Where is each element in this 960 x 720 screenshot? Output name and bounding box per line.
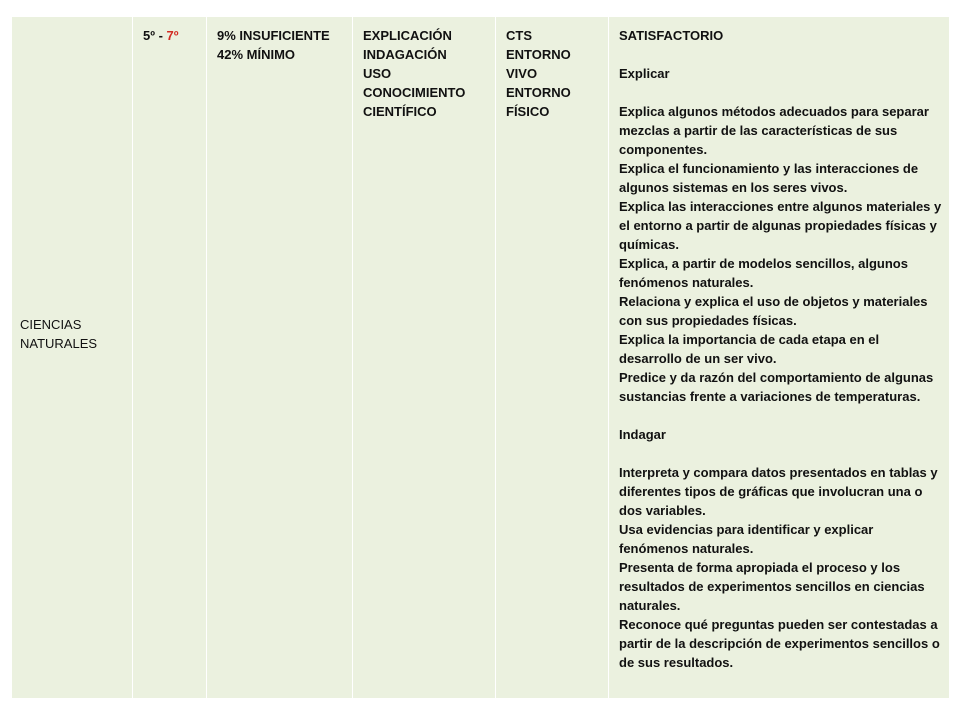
inquire-item: Usa evidencias para identificar y explicar fenómenos naturales. (619, 522, 874, 556)
grade-end: 7º (166, 28, 179, 43)
performance-level: SATISFACTORIO (619, 28, 724, 43)
grades-cell (132, 17, 206, 698)
inquire-item: Interpreta y compara datos presentados en tablas y diferentes tipos de gráficas que involucran una o dos variables. (619, 465, 938, 518)
explain-item: Predice y da razón del comportamiento de algunas sustancias frente a variaciones de temperaturas. (619, 370, 934, 404)
descriptors-cell (608, 17, 949, 698)
inquire-heading: Indagar (619, 427, 666, 442)
explain-item: Explica, a partir de modelos sencillos, algunos fenómenos naturales. (619, 256, 908, 290)
competency-line: CONOCIMIENTO CIENTÍFICO (363, 85, 466, 119)
subject-line: CIENCIAS (20, 317, 82, 332)
subject-cell (12, 17, 132, 698)
explain-item: Explica el funcionamiento y las interacciones de algunos sistemas en los seres vivos. (619, 161, 919, 195)
component-line: ENTORNO VIVO (506, 47, 571, 81)
results-table-row (12, 17, 949, 698)
explain-item: Explica la importancia de cada etapa en el desarrollo de un ser vivo. (619, 332, 880, 366)
level-line: 42% MÍNIMO (217, 47, 296, 62)
inquire-item: Presenta de forma apropiada el proceso y los resultados de experimentos sencillos en ciencias naturales. (619, 560, 925, 613)
competencies-cell (352, 17, 495, 698)
component-line: CTS (506, 28, 532, 43)
explain-item: Explica algunos métodos adecuados para separar mezclas a partir de las características de sus componentes. (619, 104, 929, 157)
competency-line: USO (363, 66, 392, 81)
competency-line: EXPLICACIÓN (363, 28, 452, 43)
explain-item: Relaciona y explica el uso de objetos y materiales con sus propiedades físicas. (619, 294, 928, 328)
grade-separator: - (154, 28, 167, 43)
explain-item: Explica las interacciones entre algunos materiales y el entorno a partir de algunas propiedades físicas y químicas. (619, 199, 942, 252)
levels-cell (206, 17, 352, 698)
competency-line: INDAGACIÓN (363, 47, 447, 62)
component-line: ENTORNO FÍSICO (506, 85, 571, 119)
subject-line: NATURALES (20, 336, 98, 351)
level-line: 9% INSUFICIENTE (217, 28, 330, 43)
explain-heading: Explicar (619, 66, 670, 81)
components-cell (495, 17, 608, 698)
inquire-item: Reconoce qué preguntas pueden ser contestadas a partir de la descripción de experimentos sencillos o de sus resultados. (619, 617, 940, 670)
grade-start: 5º (143, 28, 155, 43)
